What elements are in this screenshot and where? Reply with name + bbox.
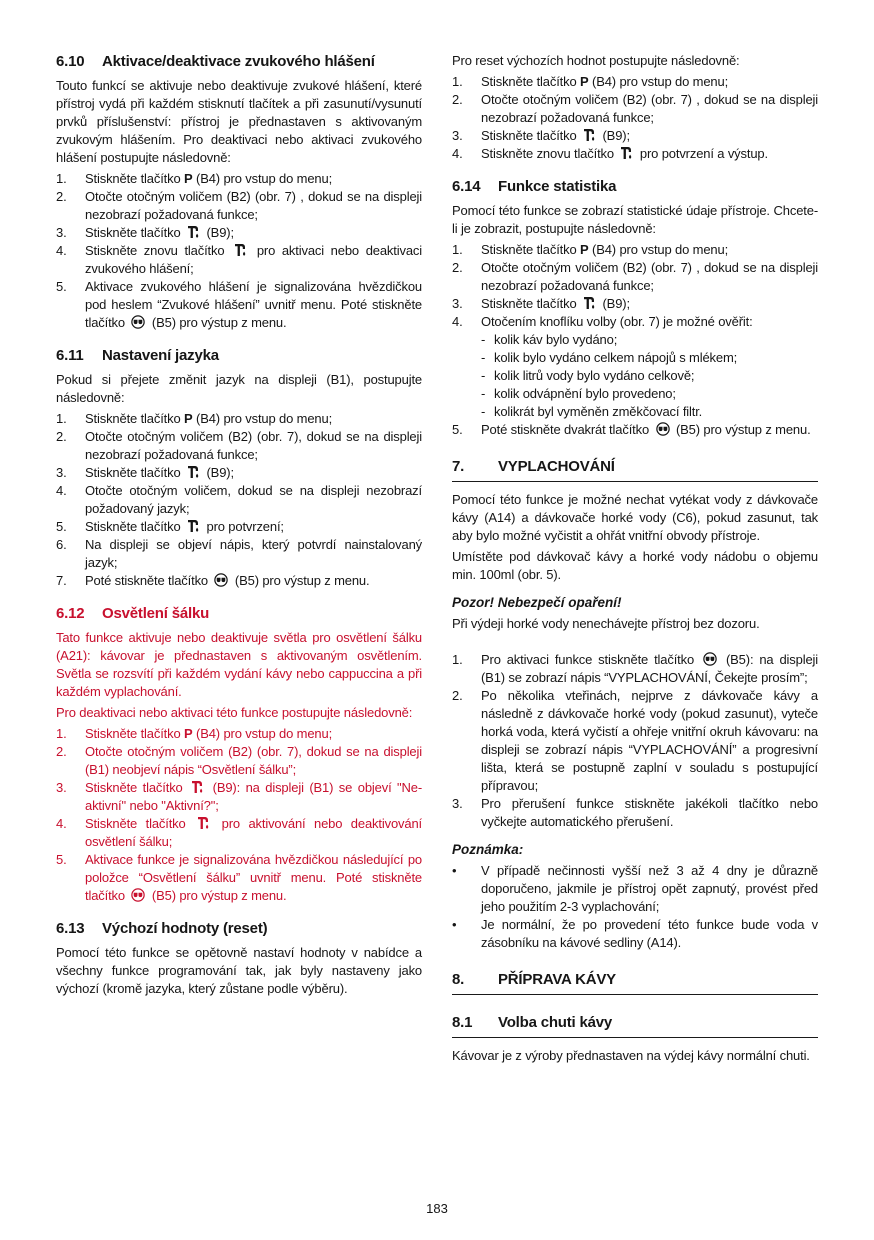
list-marker: 1.	[452, 74, 463, 89]
sub-list-item	[452, 403, 818, 421]
double-cup-icon	[131, 315, 145, 329]
list-item	[452, 91, 818, 127]
hot-water-spout-icon	[187, 519, 200, 533]
list-item-text: Stiskněte tlačítko P (B4) pro vstup do menu;	[85, 171, 333, 186]
list-item-text: Otočte otočným voličem (B2) (obr. 7) , dokud se na displeji nezobrazí požadovaná funkce;	[85, 189, 422, 222]
list-marker: 2.	[452, 92, 463, 107]
list-item	[452, 145, 818, 163]
list-marker: 2.	[56, 189, 67, 204]
list-marker: •	[452, 917, 457, 932]
list-item-text: Otočte otočným voličem (B2) (obr. 7) , dokud se na displeji nezobrazí požadovaná funkce;	[481, 92, 818, 125]
dash-marker: -	[481, 404, 486, 419]
list-item-text: Stiskněte tlačítko (B9);	[85, 465, 234, 480]
list-item	[56, 428, 422, 464]
list-item	[56, 188, 422, 224]
list-item-text: Stiskněte tlačítko P (B4) pro vstup do menu;	[481, 74, 729, 89]
section-title: VYPLACHOVÁNÍ	[498, 458, 615, 475]
list-item	[452, 313, 818, 331]
list-item-text: Stiskněte znovu tlačítko pro potvrzení a výstup.	[481, 146, 768, 161]
numbered-list	[452, 241, 818, 439]
list-item	[56, 518, 422, 536]
list-marker: 5.	[452, 422, 463, 437]
section-heading	[56, 346, 422, 365]
list-item-text: Stiskněte tlačítko (B9);	[481, 296, 630, 311]
double-cup-icon	[703, 652, 717, 666]
sub-list-item	[452, 385, 818, 403]
double-cup-icon	[214, 573, 228, 587]
section-number: 6.11	[56, 347, 84, 364]
list-marker: 3.	[452, 796, 463, 811]
list-marker: 4.	[452, 314, 463, 329]
list-item-text: Poté stiskněte tlačítko (B5) pro výstup z menu.	[85, 573, 370, 588]
list-marker: 2.	[56, 744, 67, 759]
hot-water-spout-icon	[187, 465, 200, 479]
list-marker: 3.	[56, 780, 67, 795]
list-item-text: Stiskněte tlačítko pro potvrzení;	[85, 519, 284, 534]
note-heading: Pozor! Nebezpečí opaření!	[452, 595, 622, 610]
paragraph: Tato funkce aktivuje nebo deaktivuje světla pro osvětlení šálku (A21): kávovar je přednastaven s aktivovaným osvětlením. Světla se rozsvítí při každém vydání kávy nebo cappuccina a při každém vyplachování.	[56, 630, 422, 699]
list-item	[452, 862, 818, 916]
list-marker: 4.	[56, 243, 67, 258]
list-item	[452, 687, 818, 795]
sub-list-item	[452, 349, 818, 367]
section-heading	[56, 919, 422, 938]
sub-list-item	[452, 331, 818, 349]
hot-water-spout-icon	[187, 225, 200, 239]
bullet-list	[452, 862, 818, 952]
list-item-text: Stiskněte tlačítko P (B4) pro vstup do menu;	[85, 726, 333, 741]
list-marker: 3.	[452, 128, 463, 143]
list-item-text: Otočte otočným voličem (B2) (obr. 7), dokud se na displeji (B1) neobjeví nápis “Osvětlení šálku”;	[85, 744, 422, 777]
section-number: 6.10	[56, 53, 85, 70]
list-marker: 7.	[56, 573, 67, 588]
list-marker: 2.	[452, 688, 463, 703]
section-title: Osvětlení šálku	[102, 605, 210, 622]
list-item	[56, 851, 422, 905]
list-item	[56, 410, 422, 428]
section-title: Volba chuti kávy	[498, 1014, 613, 1031]
hot-water-spout-icon	[191, 780, 204, 794]
list-item	[56, 743, 422, 779]
list-marker: 5.	[56, 852, 67, 867]
list-item-text: Otočte otočným voličem, dokud se na displeji nezobrazí požadovaný jazyk;	[85, 483, 422, 516]
section-number: 6.12	[56, 605, 85, 622]
sub-list-item-text: kolik káv bylo vydáno;	[494, 332, 618, 347]
list-item	[452, 241, 818, 259]
left-column	[56, 52, 422, 1068]
list-item	[452, 73, 818, 91]
list-item-text: Otočte otočným voličem (B2) (obr. 7) , dokud se na displeji nezobrazí požadovaná funkce;	[481, 260, 818, 293]
section-number: 6.14	[452, 178, 481, 195]
list-marker: 2.	[56, 429, 67, 444]
list-item	[56, 170, 422, 188]
list-item-text: Aktivace funkce je signalizována hvězdičkou následující po položce “Osvětlení šálku” uvnitř menu. Poté stiskněte tlačítko (B5) pro výstup z menu.	[85, 852, 422, 903]
list-marker: 4.	[452, 146, 463, 161]
paragraph: Kávovar je z výroby přednastaven na výdej kávy normální chuti.	[452, 1048, 810, 1063]
list-item-text: Aktivace zvukového hlášení je signalizována hvězdičkou pod heslem “Zvukové hlášení” uvnitř menu. Poté stiskněte tlačítko (B5) pro výstup z menu.	[85, 279, 422, 330]
hot-water-spout-icon	[197, 816, 210, 830]
paragraph: Pokud si přejete změnit jazyk na displeji (B1), postupujte následovně:	[56, 372, 422, 405]
paragraph: Pro reset výchozích hodnot postupujte následovně:	[452, 53, 740, 68]
list-item	[452, 127, 818, 145]
right-column	[452, 52, 818, 1068]
section-heading	[452, 177, 818, 196]
list-marker: 6.	[56, 537, 67, 552]
list-marker: 1.	[56, 726, 67, 741]
list-item-text: Stiskněte tlačítko (B9): na displeji (B1) se objeví "Ne-aktivní" nebo "Aktivní?";	[85, 780, 423, 813]
list-item	[56, 278, 422, 332]
list-item	[56, 725, 422, 743]
list-item-text: Po několika vteřinách, nejprve z dávkovače kávy a následně z dávkovače horké vody (pokud zasunut), vyteče horká voda, která vyčistí a ohřeje vnitřní okruh kávovaru: na displeji se zobrazí nápis “VYPLACHOVÁNÍ” a progresivní lišta, která se postupně zaplní v souladu s postupující přípravou;	[481, 688, 818, 793]
section-title: Výchozí hodnoty (reset)	[102, 920, 268, 937]
list-item-text: Stiskněte tlačítko (B9);	[85, 225, 234, 240]
page-number: 183	[426, 1201, 448, 1216]
list-item	[452, 795, 818, 831]
section-heading	[56, 604, 422, 623]
list-marker: 5.	[56, 519, 67, 534]
list-item-text: Stiskněte tlačítko (B9);	[481, 128, 630, 143]
hot-water-spout-icon	[620, 146, 633, 160]
sub-list-item-text: kolikrát byl vyměněn změkčovací filtr.	[494, 404, 703, 419]
list-item	[452, 295, 818, 313]
section-heading	[56, 52, 422, 71]
list-item-text: Na displeji se objeví nápis, který potvrdí nainstalovaný jazyk;	[85, 537, 422, 570]
list-marker: 5.	[56, 279, 67, 294]
list-marker: 1.	[452, 652, 463, 667]
section-title: Funkce statistika	[498, 178, 617, 195]
list-item-text: Stiskněte tlačítko P (B4) pro vstup do menu;	[481, 242, 729, 257]
section-number: 6.13	[56, 920, 85, 937]
hot-water-spout-icon	[583, 296, 596, 310]
list-marker: 1.	[452, 242, 463, 257]
hot-water-spout-icon	[234, 243, 247, 257]
list-item-text: V případě nečinnosti vyšší než 3 až 4 dny je důrazně doporučeno, jakmile je přístroj opět zapnutý, provést před jeho použitím 2-3 vyplachování;	[481, 863, 818, 914]
list-item	[56, 464, 422, 482]
paragraph: Při výdeji horké vody nenechávejte přístroj bez dozoru.	[452, 616, 760, 631]
list-marker: 1.	[56, 171, 67, 186]
list-item-text: Pro aktivaci funkce stiskněte tlačítko (B5): na displeji (B1) se zobrazí nápis “VYPLACHOVÁNÍ, Čekejte prosím”;	[481, 652, 819, 685]
list-item	[452, 651, 818, 687]
list-item-text: Poté stiskněte dvakrát tlačítko (B5) pro výstup z menu.	[481, 422, 811, 437]
paragraph: Pomocí této funkce je možné nechat vytékat vody z dávkovače kávy (A14) a dávkovače horké vody (C6), pokud zasunut, tak aby bylo možné vyčistit a ohřát vnitřní obvody přístroje.	[452, 492, 818, 543]
list-marker: 1.	[56, 411, 67, 426]
section-title: Aktivace/deaktivace zvukového hlášení	[102, 53, 375, 70]
dash-marker: -	[481, 350, 486, 365]
list-item	[56, 779, 422, 815]
numbered-list	[56, 170, 422, 332]
section-number: 8.1	[452, 1014, 473, 1031]
list-item-text: Otočením knoflíku volby (obr. 7) je možné ověřit:	[481, 314, 753, 329]
list-marker: 4.	[56, 816, 67, 831]
list-item	[56, 572, 422, 590]
numbered-list	[452, 651, 818, 831]
list-item-text: Stiskněte tlačítko P (B4) pro vstup do menu;	[85, 411, 333, 426]
double-cup-icon	[131, 888, 145, 902]
list-item	[452, 421, 818, 439]
numbered-list	[452, 73, 818, 163]
list-item-text: Pro přerušení funkce stiskněte jakékoli tlačítko nebo vyčkejte automatického přerušení.	[481, 796, 818, 829]
list-marker: 2.	[452, 260, 463, 275]
list-item-text: Otočte otočným voličem (B2) (obr. 7), dokud se na displeji nezobrazí požadovaná funkce;	[85, 429, 422, 462]
numbered-list	[56, 410, 422, 590]
paragraph: Touto funkcí se aktivuje nebo deaktivuje zvukové hlášení, které přístroj vydá při každém stisknutí tlačítek a při zasunutí/vysunutí prvků příslušenství: přístroj je přednastaven s aktivovaným zvukovým hlášením. Pro deaktivaci nebo aktivaci zvukového hlášení postupujte následovně:	[56, 78, 422, 165]
list-item	[56, 224, 422, 242]
paragraph: Pro deaktivaci nebo aktivaci této funkce postupujte následovně:	[56, 705, 413, 720]
dash-marker: -	[481, 332, 486, 347]
spacer	[452, 636, 818, 651]
list-marker: 3.	[56, 465, 67, 480]
list-marker: 3.	[452, 296, 463, 311]
list-marker: •	[452, 863, 457, 878]
list-item	[452, 916, 818, 952]
section-heading	[452, 1013, 818, 1038]
list-marker: 4.	[56, 483, 67, 498]
list-item	[56, 815, 422, 851]
section-number: 8.	[452, 971, 465, 988]
sub-list-item	[452, 367, 818, 385]
list-item-text: Je normální, že po provedení této funkce bude voda v zásobníku na kávové sedliny (A14).	[481, 917, 818, 950]
section-title: PŘÍPRAVA KÁVY	[498, 971, 616, 988]
section-number: 7.	[452, 458, 465, 475]
list-item	[56, 242, 422, 278]
note-heading: Poznámka:	[452, 842, 524, 857]
sub-list-item-text: kolik litrů vody bylo vydáno celkově;	[494, 368, 695, 383]
paragraph: Pomocí této funkce se opětovně nastaví hodnoty v nabídce a všechny funkce programování tak, jak byly nastaveny jako výchozí (kromě jazyka, který zůstane podle výběru).	[56, 945, 422, 996]
dash-marker: -	[481, 386, 486, 401]
section-heading	[452, 970, 818, 995]
list-item-text: Stiskněte znovu tlačítko pro aktivaci nebo deaktivaci zvukového hlášení;	[85, 243, 422, 276]
section-title: Nastavení jazyka	[102, 347, 219, 364]
list-marker: 3.	[56, 225, 67, 240]
dash-marker: -	[481, 368, 486, 383]
section-heading	[452, 457, 818, 482]
hot-water-spout-icon	[583, 128, 596, 142]
list-item	[452, 259, 818, 295]
paragraph: Pomocí této funkce se zobrazí statistické údaje přístroje. Chcete-li je zobrazit, postupujte následovně:	[452, 203, 818, 236]
list-item	[56, 482, 422, 518]
numbered-list	[56, 725, 422, 905]
content-columns	[56, 52, 818, 1068]
sub-list-item-text: kolik odvápnění bylo provedeno;	[494, 386, 676, 401]
sub-list-item-text: kolik bylo vydáno celkem nápojů s mlékem;	[494, 350, 738, 365]
paragraph: Umístěte pod dávkovač kávy a horké vody nádobu o objemu min. 100ml (obr. 5).	[452, 549, 818, 582]
list-item	[56, 536, 422, 572]
list-item-text: Stiskněte tlačítko pro aktivování nebo deaktivování osvětlení šálku;	[85, 816, 422, 849]
double-cup-icon	[656, 422, 670, 436]
